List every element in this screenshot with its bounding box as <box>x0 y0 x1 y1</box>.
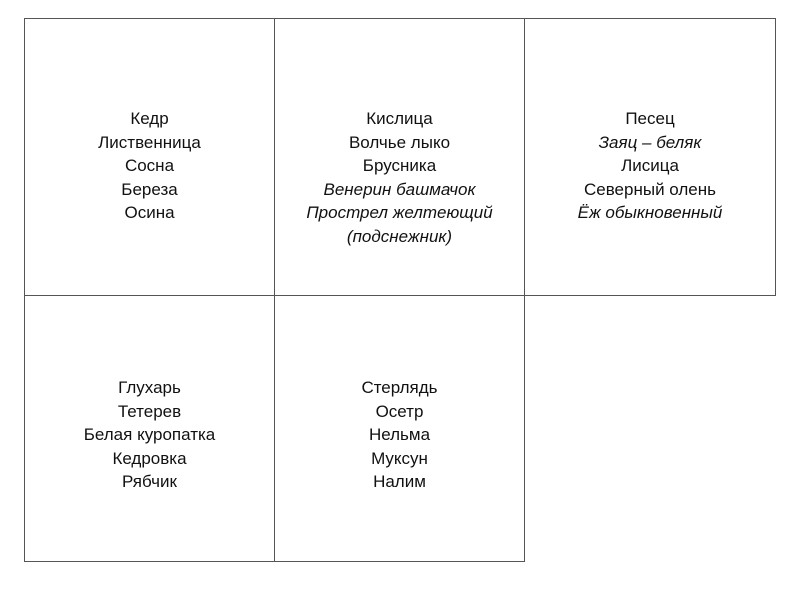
species-table <box>24 18 776 562</box>
cell-line: Венерин башмачок <box>323 179 476 199</box>
table-cell-plants <box>274 18 525 296</box>
cell-line: Кислица <box>366 109 433 128</box>
cell-line: Глухарь <box>118 378 181 397</box>
cell-line: (подснежник) <box>346 226 453 246</box>
cell-line: Заяц – беляк <box>598 132 702 152</box>
cell-line: Песец <box>625 109 675 128</box>
cell-line: Северный олень <box>583 179 716 199</box>
cell-line: Рябчик <box>122 472 177 491</box>
table-cell-mammals <box>524 18 776 296</box>
cell-line: Лиственница <box>98 132 201 152</box>
table-cell-birds <box>24 295 275 562</box>
cell-line: Прострел желтеющий <box>306 203 493 222</box>
cell-line: Белая куропатка <box>83 425 216 444</box>
cell-line: Лисица <box>621 156 679 175</box>
cell-line: Тетерев <box>117 401 182 421</box>
table-cell-trees <box>24 18 275 296</box>
cell-line: Кедр <box>130 109 169 128</box>
cell-line: Стерлядь <box>361 378 438 397</box>
cell-line: Кедровка <box>112 448 187 468</box>
cell-line: Ёж обыкновенный <box>577 203 723 222</box>
cell-line: Муксун <box>371 448 428 468</box>
cell-line: Сосна <box>124 156 175 175</box>
cell-line: Осина <box>124 203 175 222</box>
cell-line: Осетр <box>375 401 424 421</box>
table-cell-fish <box>274 295 525 562</box>
cell-line: Брусника <box>362 156 437 175</box>
cell-line: Береза <box>121 179 178 199</box>
cell-line: Нельма <box>368 425 431 444</box>
cell-line: Волчье лыко <box>348 132 451 152</box>
cell-line: Налим <box>373 472 426 491</box>
